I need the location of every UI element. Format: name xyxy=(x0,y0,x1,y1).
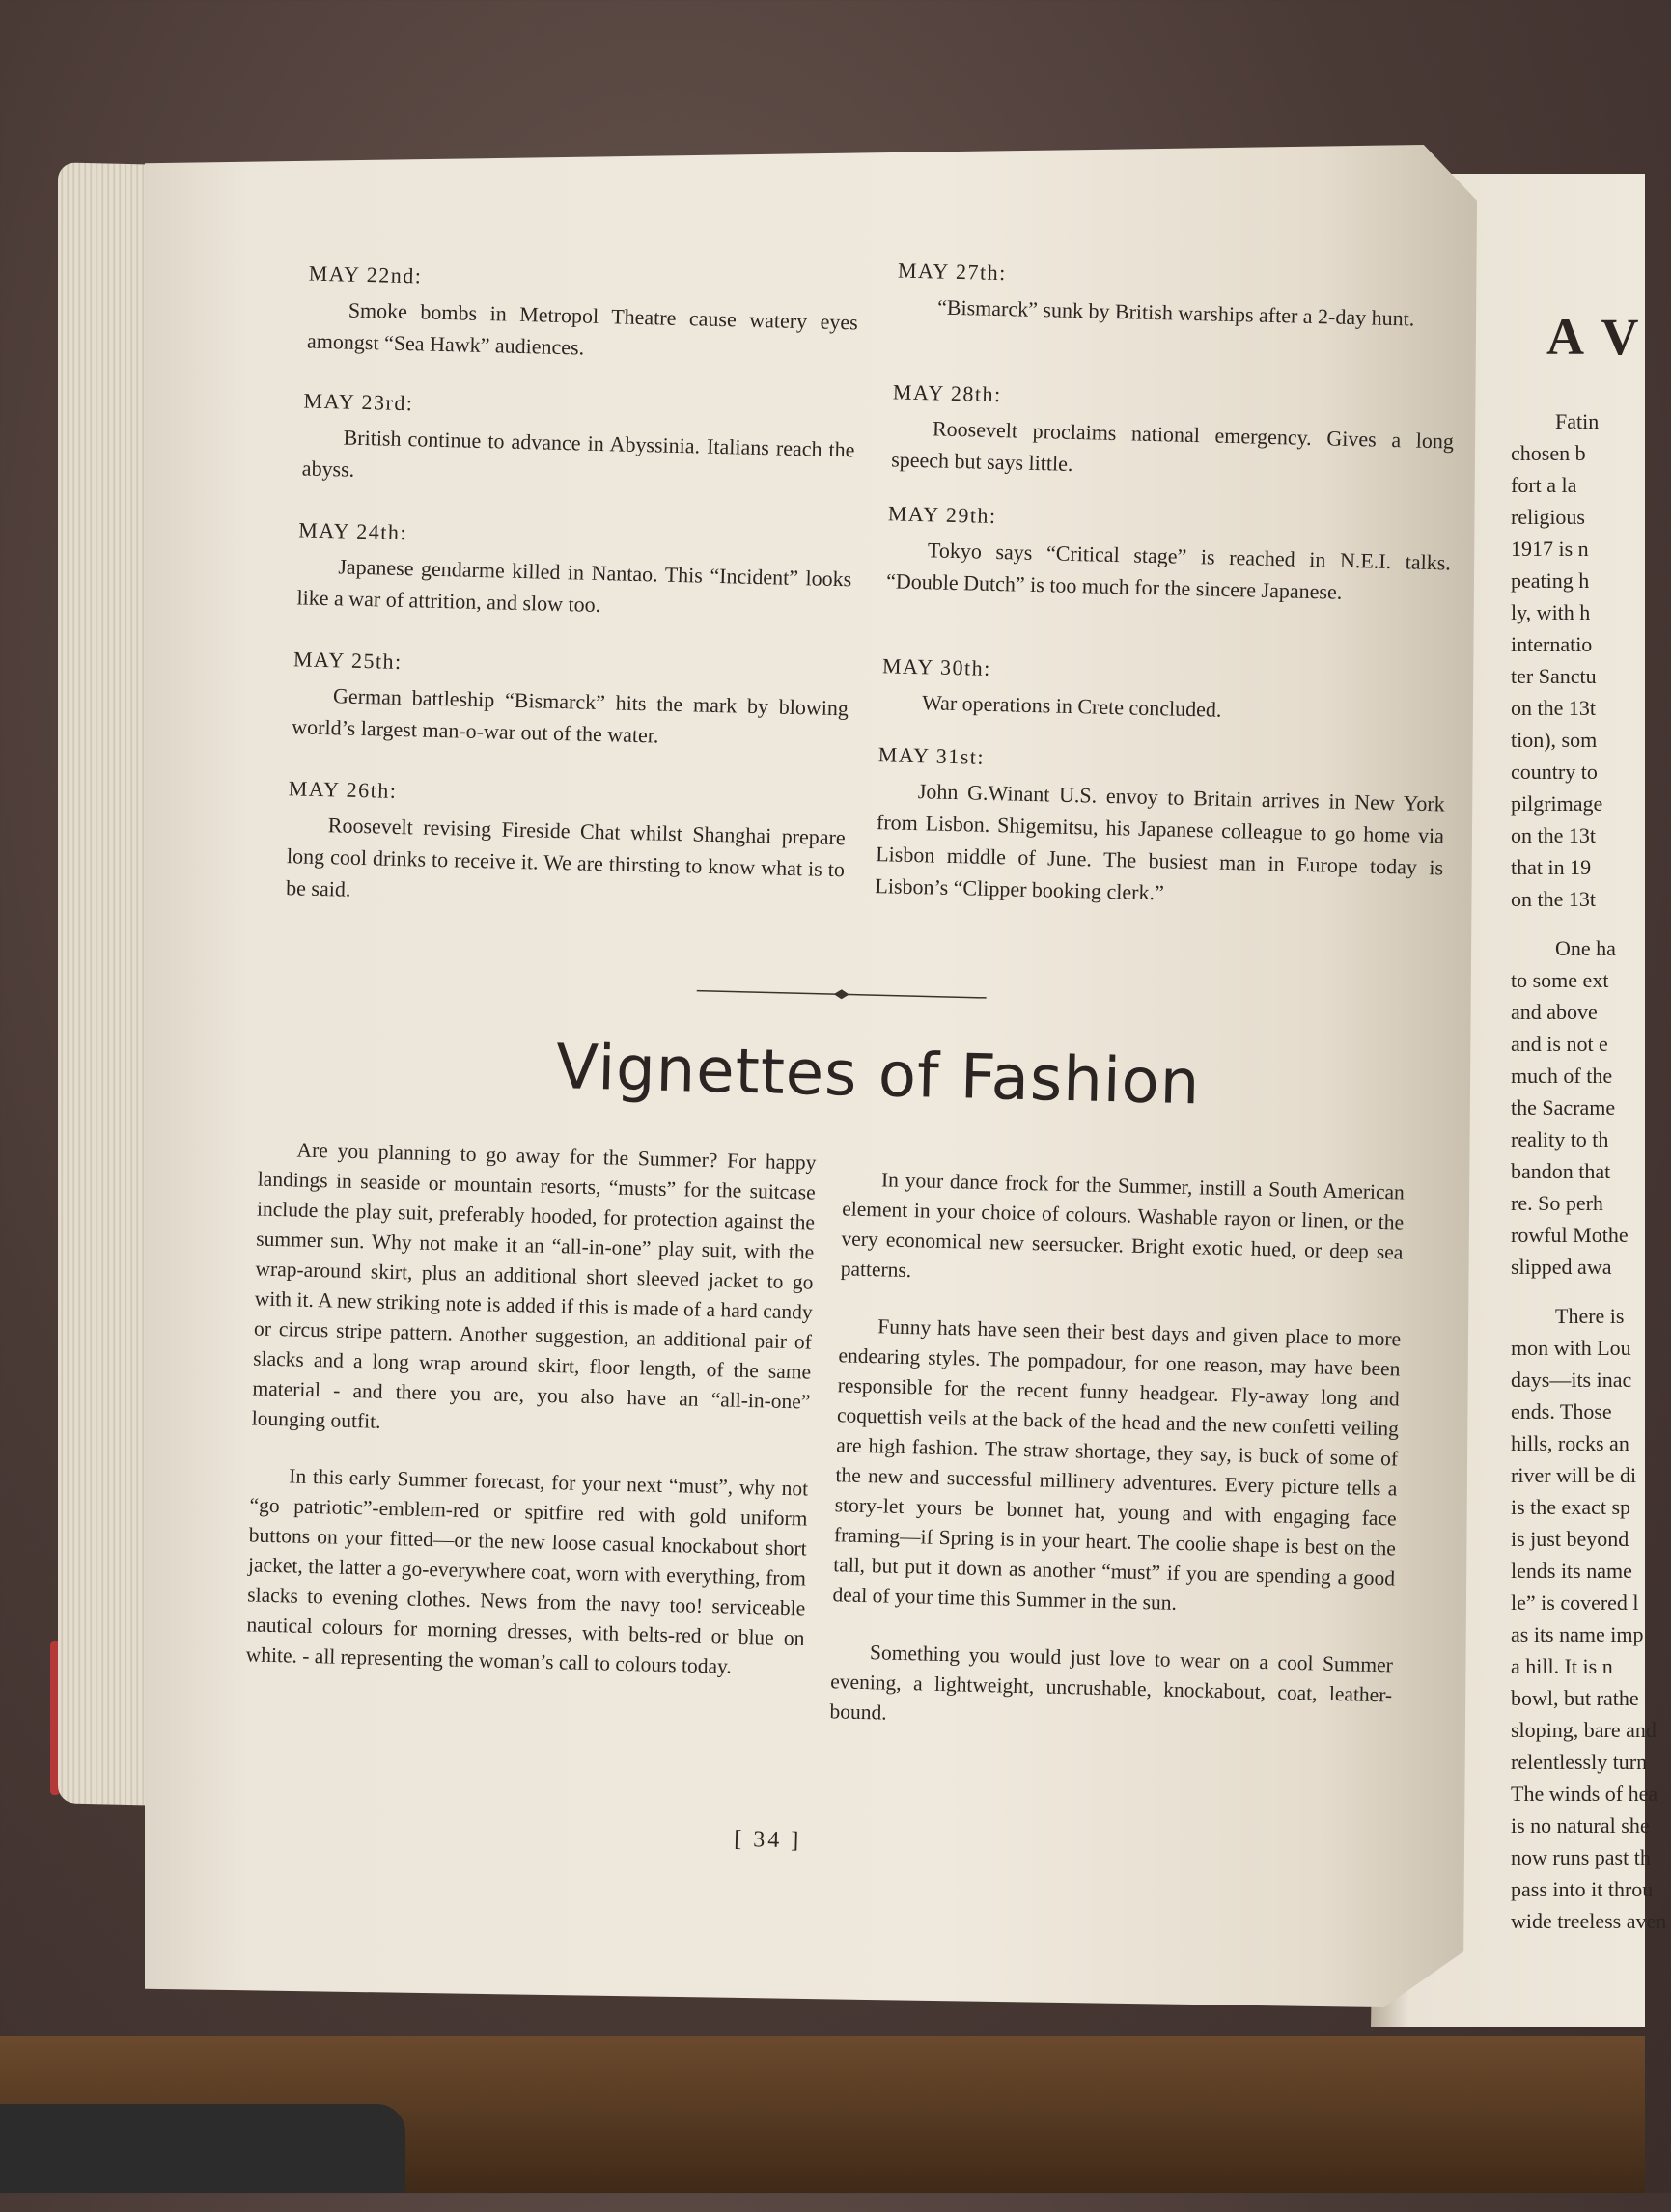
facing-page-line: reality to th xyxy=(1511,1127,1609,1151)
facing-page-line: lends its name xyxy=(1511,1559,1632,1583)
entry-text: John G.Winant U.S. envoy to Britain arrives in New York from Lisbon. Shigemitsu, his Japanese colleague to go home via Lisbon middle of June. The busiest man in Europe today is Lisbon’s “Clipper booking clerk.” xyxy=(875,779,1446,905)
chronicle-entry xyxy=(897,254,1459,335)
facing-page-line: bandon that xyxy=(1511,1159,1611,1183)
entry-text: German battleship “Bismarck” hits the mark by blowing world’s largest man-o-war out of the water. xyxy=(292,683,849,748)
facing-page-line: ends. Those xyxy=(1511,1399,1612,1424)
facing-page-line: pilgrimage xyxy=(1511,791,1603,816)
facing-page-line: on the 13t xyxy=(1511,887,1596,911)
page-number: [ 34 ] xyxy=(733,1826,802,1854)
facing-page-line: slipped awa xyxy=(1511,1255,1612,1279)
facing-page-line: river will be di xyxy=(1511,1463,1637,1487)
entry-date: MAY 31st: xyxy=(877,742,986,769)
facing-page-line: much of the xyxy=(1511,1064,1613,1088)
chronicle-entry xyxy=(301,384,855,497)
facing-page-line: that in 19 xyxy=(1511,855,1592,879)
article-paragraph: Are you planning to go away for the Summer? For happy landings in seaside or mountain resorts, “musts” for the suitcase include the play suit, preferably hooded, for protection against the summer sun. Why not make it an “all-in-one” play suit, with the wrap-around skirt, plus an additional short sleeved jacket to go with it. A new striking note is added if this is made of a hard candy or circus stripe pattern. Another suggestion, an additional pair of slacks and a long wrap around skirt, floor length, of the same material - and there you are, you also have an “all-in-one” lounging outfit. xyxy=(251,1138,817,1433)
facing-page-line: fort a la xyxy=(1511,473,1577,497)
facing-page-text xyxy=(1511,388,1667,1937)
entry-text: British continue to advance in Abyssinia. Italians reach the abyss. xyxy=(301,425,855,482)
entry-text: Tokyo says “Critical stage” is reached in N.E.I. talks. “Double Dutch” is too much for the sincere Japanese. xyxy=(885,538,1452,604)
facing-page-line: to some ext xyxy=(1511,968,1609,992)
facing-page-line: is just beyond xyxy=(1511,1527,1629,1551)
facing-page-line: internatio xyxy=(1511,632,1593,656)
facing-page-line: the Sacrame xyxy=(1511,1095,1616,1120)
facing-page-line: bowl, but rathe xyxy=(1511,1686,1639,1710)
entry-text: Smoke bombs in Metropol Theatre cause watery eyes amongst “Sea Hawk” audiences. xyxy=(306,297,859,360)
facing-page-line: hills, rocks an xyxy=(1511,1431,1629,1455)
facing-page-line: ter Sanctu xyxy=(1511,664,1597,688)
facing-page-line: now runs past th xyxy=(1511,1845,1651,1869)
entry-text: War operations in Crete concluded. xyxy=(921,690,1222,722)
article-paragraph: In this early Summer forecast, for your next “must”, why not “go patriotic”-emblem-red or spitfire red with gold uniform buttons on your fitted—or the new loose casual knockabout short jacket, the latter a go-everywhere coat, worn with everything, from slacks to evening clothes. News from the navy too! serviceable nautical colours for morning dresses, with belts-red or blue on white. - all representing the woman’s call to colours today. xyxy=(245,1464,809,1678)
article-paragraph: Something you would just love to wear on a cool Summer evening, a lightweight, uncrushable, knockabout, coat, leather-bound. xyxy=(829,1641,1394,1725)
chronicle-entry xyxy=(891,375,1455,488)
facing-page-line: le” is covered l xyxy=(1511,1590,1639,1615)
facing-page-line: 1917 is n xyxy=(1511,537,1589,561)
facing-page-line: re. So perh xyxy=(1511,1191,1603,1215)
entry-date: MAY 28th: xyxy=(892,379,1002,407)
entry-date: MAY 25th: xyxy=(292,647,404,675)
facing-page-line: is the exact sp xyxy=(1511,1495,1631,1519)
entry-date: MAY 30th: xyxy=(881,653,992,680)
ornament-divider xyxy=(697,984,987,1005)
facing-page-line: relentlessly turn xyxy=(1511,1750,1648,1774)
facing-page-line: is no natural she xyxy=(1511,1813,1650,1838)
facing-page-line: a hill. It is n xyxy=(1511,1654,1613,1678)
facing-page-line: Fatin xyxy=(1555,409,1600,433)
entry-date: MAY 22nd: xyxy=(308,261,423,289)
entry-text: Japanese gendarme killed in Nantao. This “Incident” looks like a war of attrition, and slow too. xyxy=(296,554,852,618)
entry-text: Roosevelt proclaims national emergency. Gives a long speech but says little. xyxy=(890,416,1455,476)
facing-page-line: mon with Lou xyxy=(1511,1336,1631,1360)
facing-page-line: days—its inac xyxy=(1511,1368,1632,1392)
facing-page-line: wide treeless aven xyxy=(1511,1909,1667,1933)
entry-date: MAY 24th: xyxy=(297,517,408,545)
facing-page-line: tion), som xyxy=(1511,728,1598,752)
facing-page-line: pass into it throu xyxy=(1511,1877,1654,1901)
entry-text: Roosevelt revising Fireside Chat whilst Shanghai prepare long cool drinks to receive it. We are thirsting to know what is to be said. xyxy=(285,813,846,901)
facing-page-heading: A V xyxy=(1546,308,1643,366)
facing-page-line: ly, with h xyxy=(1511,600,1591,624)
article-column-left xyxy=(245,1135,817,1711)
chronicle-entry xyxy=(307,258,859,371)
facing-page-line: One ha xyxy=(1555,936,1616,960)
chronicle-entry xyxy=(296,513,852,626)
facing-page-line: There is xyxy=(1555,1304,1625,1328)
article-paragraph: In your dance frock for the Summer, instill a South American element in your choice of colours. Washable rayon or linen, or the very economical new seersucker. Bright exotic hued, or deep sea patterns. xyxy=(840,1168,1406,1283)
article-paragraph: Funny hats have seen their best days and given place to more endearing styles. The pompadour, for one reason, may have been responsible for the recent funny headgear. Fly-away long and coquettish veils at the back of the head and the new confetti veiling are high fashion. The straw shortage, they say, is buck of some of the new and successful millinery adventures. Every picture tells a story-let yours be bonnet hat, young and with engaging face framing—if Spring is in your heart. The coolie shape is best on the tall, but put it down as another “must” if you are spending a good deal of your time this Summer in the sun. xyxy=(832,1314,1402,1615)
facing-page-line: sloping, bare and xyxy=(1511,1718,1657,1742)
article-title: Vignettes of Fashion xyxy=(555,1032,1202,1120)
facing-page-line: on the 13t xyxy=(1511,696,1596,720)
facing-page-line: rowful Mothe xyxy=(1511,1223,1629,1247)
facing-page-line: The winds of hea xyxy=(1511,1782,1658,1806)
facing-page-line: religious xyxy=(1511,505,1585,529)
facing-page-line: as its name imp xyxy=(1511,1622,1644,1646)
facing-page-line: chosen b xyxy=(1511,441,1586,465)
entry-date: MAY 29th: xyxy=(887,501,997,529)
facing-page-line: and is not e xyxy=(1511,1032,1608,1056)
article-column-right xyxy=(828,1164,1405,1767)
chronicle-entry xyxy=(292,643,849,756)
facing-page-line: and above xyxy=(1511,1000,1598,1024)
entry-date: MAY 23rd: xyxy=(303,388,414,416)
chronicle-entry xyxy=(881,650,1449,731)
chronicle-entry xyxy=(875,738,1446,915)
entry-date: MAY 26th: xyxy=(288,776,398,803)
chronicle-entry xyxy=(286,772,847,917)
entry-date: MAY 27th: xyxy=(897,258,1008,286)
facing-page-line: peating h xyxy=(1511,568,1590,593)
facing-page-line: country to xyxy=(1511,760,1598,784)
facing-page-line: on the 13t xyxy=(1511,823,1596,847)
chronicle-entry xyxy=(886,497,1452,610)
entry-text: “Bismarck” sunk by British warships after a 2-day hunt. xyxy=(936,294,1415,331)
